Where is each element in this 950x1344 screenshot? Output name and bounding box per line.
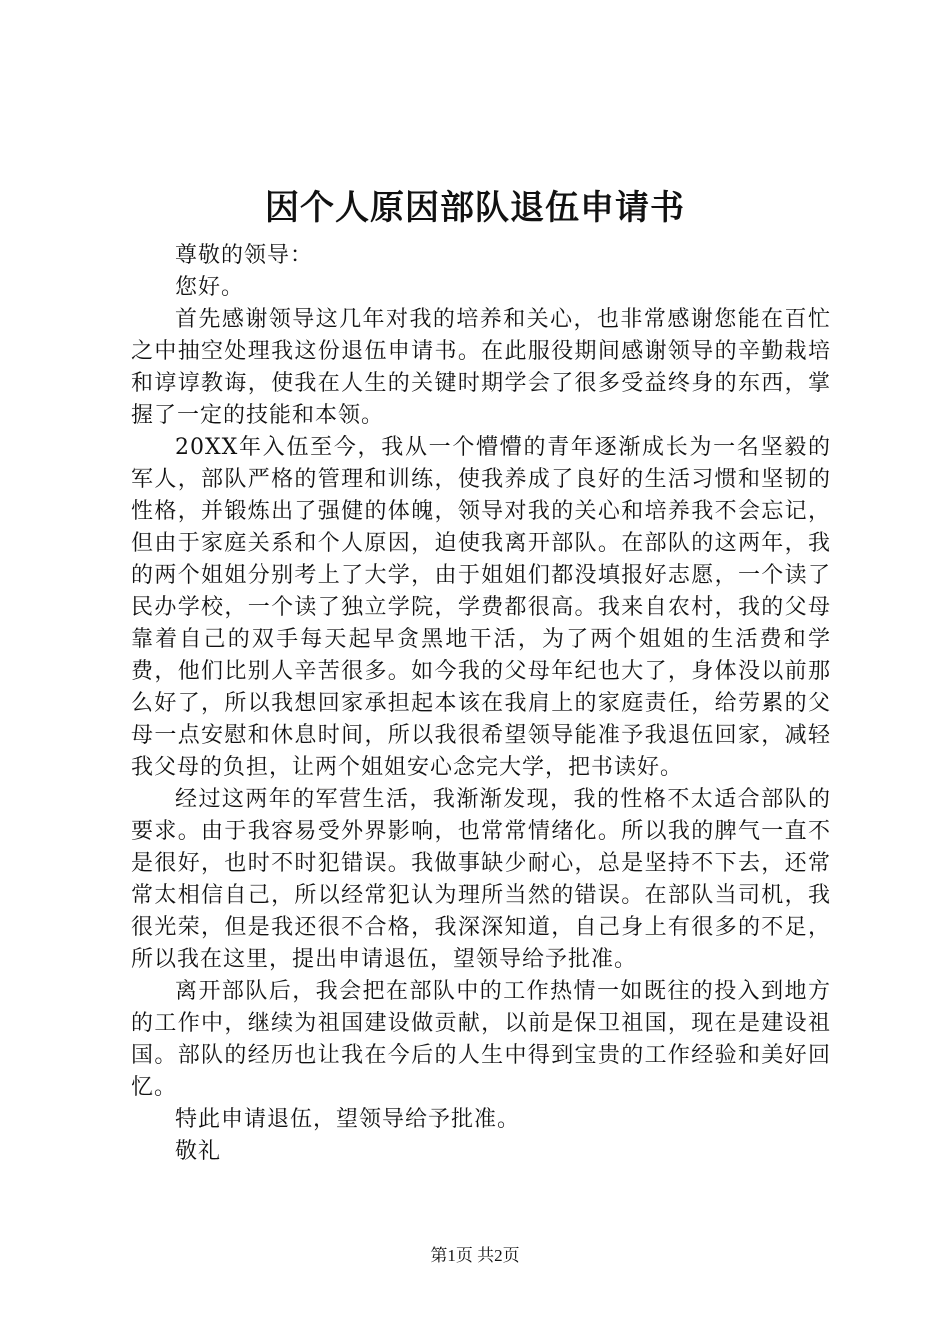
regards: 敬礼: [175, 1139, 222, 1164]
paragraph-gratitude: 首先感谢领导这几年对我的培养和关心，也非常感谢您能在百忙之中抽空处理我这份退伍申请书。在此服役期间感谢领导的辛勤栽培和谆谆教诲，使我在人生的关键时期学会了很多受益终身的东西，掌握了一定的技能和本领。: [131, 307, 831, 428]
paragraph-family-reasons: 20XX年入伍至今，我从一个懵懵的青年逐渐成长为一名坚毅的军人，部队严格的管理和训练，使我养成了良好的生活习惯和坚韧的性格，并锻炼出了强健的体魄，领导对我的关心和培养我不会忘记，但由于家庭关系和个人原因，迫使我离开部队。在部队的这两年，我的两个姐姐分别考上了大学，由于姐姐们都没填报好志愿，一个读了民办学校，一个读了独立学院，学费都很高。我来自农村，我的父母靠着自己的双手每天起早贪黑地干活，为了两个姐姐的生活费和学费，他们比别人辛苦很多。如今我的父母年纪也大了，身体没以前那么好了，所以我想回家承担起本该在我肩上的家庭责任，给劳累的父母一点安慰和休息时间，所以我很希望领导能准予我退伍回家，减轻我父母的负担，让两个姐姐安心念完大学，把书读好。: [131, 435, 831, 780]
document-title: 因个人原因部队退伍申请书: [265, 188, 685, 228]
salutation: 尊敬的领导：: [175, 243, 314, 268]
greeting: 您好。: [175, 275, 245, 300]
document-body: [131, 240, 831, 1168]
closing-request: 特此申请退伍，望领导给予批准。: [175, 1107, 521, 1132]
paragraph-personality: 经过这两年的军营生活，我渐渐发现，我的性格不太适合部队的要求。由于我容易受外界影响，也常常情绪化。所以我的脾气一直不是很好，也时不时犯错误。我做事缺少耐心，总是坚持不下去，还常常太相信自己，所以经常犯认为理所当然的错误。在部队当司机，我很光荣，但是我还很不合格，我深深知道，自己身上有很多的不足，所以我在这里，提出申请退伍，望领导给予批准。: [131, 787, 831, 972]
paragraph-future: 离开部队后，我会把在部队中的工作热情一如既往的投入到地方的工作中，继续为祖国建设做贡献，以前是保卫祖国，现在是建设祖国。部队的经历也让我在今后的人生中得到宝贵的工作经验和美好回忆。: [131, 979, 831, 1100]
page-number-footer: 第1页 共2页: [430, 1246, 520, 1265]
